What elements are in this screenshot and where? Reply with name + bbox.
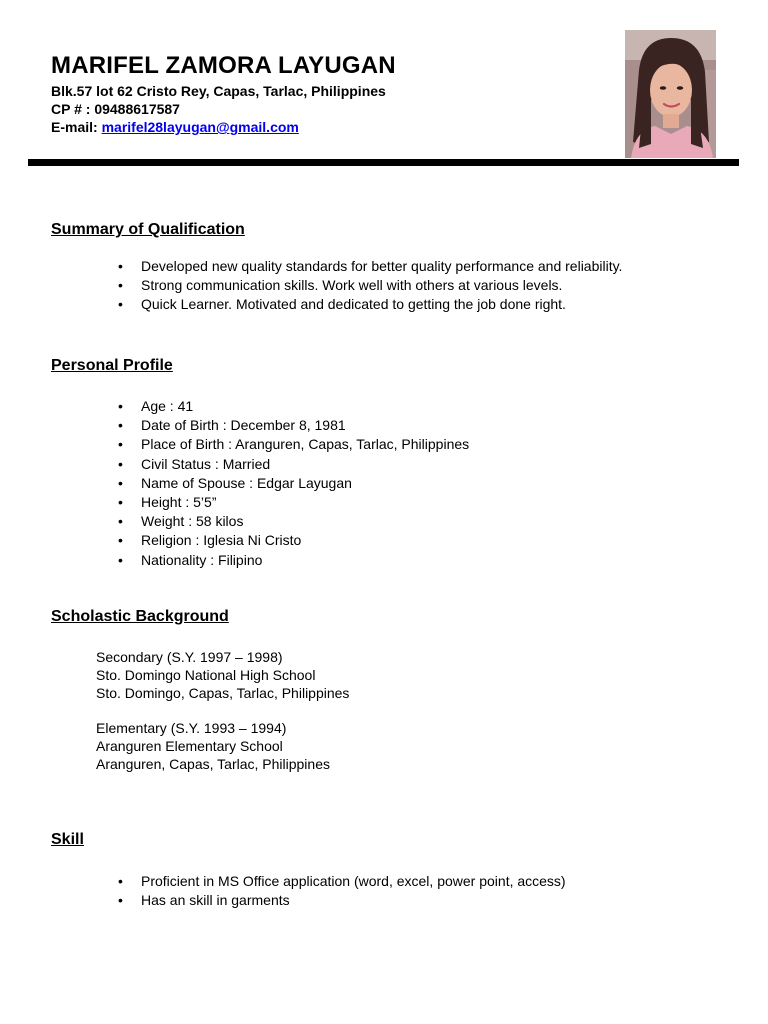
list-item: • Nationality : Filipino [114, 551, 469, 570]
list-item: • Height : 5’5” [114, 493, 469, 512]
elementary-level: Elementary (S.Y. 1993 – 1994) [96, 720, 287, 736]
list-item: • Age : 41 [114, 397, 469, 416]
scholastic-heading: Scholastic Background [51, 608, 229, 625]
phone-line [51, 100, 180, 118]
summary-list [114, 257, 622, 315]
secondary-education [96, 648, 349, 702]
list-item: • Religion : Iglesia Ni Cristo [114, 531, 469, 550]
elementary-school: Aranguren Elementary School [96, 738, 283, 754]
profile-photo [625, 30, 716, 158]
skill-heading: Skill [51, 831, 84, 848]
applicant-name: MARIFEL ZAMORA LAYUGAN [51, 52, 396, 79]
secondary-school: Sto. Domingo National High School [96, 667, 316, 683]
elementary-education [96, 719, 330, 773]
list-item: • Quick Learner. Motivated and dedicated to getting the job done right. [114, 295, 622, 314]
header-divider [28, 159, 739, 166]
profile-list [114, 397, 469, 570]
email-line [51, 118, 299, 136]
list-item: • Developed new quality standards for better quality performance and reliability. [114, 257, 622, 276]
list-item: • Weight : 58 kilos [114, 512, 469, 531]
summary-heading: Summary of Qualification [51, 221, 245, 238]
phone-number: 09488617587 [94, 101, 180, 117]
portrait-image [625, 30, 716, 158]
list-item: • Has an skill in garments [114, 891, 566, 910]
skill-list [114, 872, 566, 910]
secondary-level: Secondary (S.Y. 1997 – 1998) [96, 649, 283, 665]
list-item: • Place of Birth : Aranguren, Capas, Tarlac, Philippines [114, 435, 469, 454]
list-item: • Strong communication skills. Work well with others at various levels. [114, 276, 622, 295]
list-item: • Name of Spouse : Edgar Layugan [114, 474, 469, 493]
email-link[interactable]: marifel28layugan@gmail.com [101, 119, 299, 135]
secondary-location: Sto. Domingo, Capas, Tarlac, Philippines [96, 685, 350, 701]
profile-heading: Personal Profile [51, 357, 173, 374]
address-line: Blk.57 lot 62 Cristo Rey, Capas, Tarlac, Philippines [51, 83, 386, 99]
elementary-location: Aranguren, Capas, Tarlac, Philippines [96, 756, 330, 772]
list-item: • Date of Birth : December 8, 1981 [114, 416, 469, 435]
list-item: • Civil Status : Married [114, 455, 469, 474]
email-label: E-mail: [51, 119, 102, 135]
phone-label: CP # : [51, 101, 95, 117]
list-item: • Proficient in MS Office application (word, excel, power point, access) [114, 872, 566, 891]
